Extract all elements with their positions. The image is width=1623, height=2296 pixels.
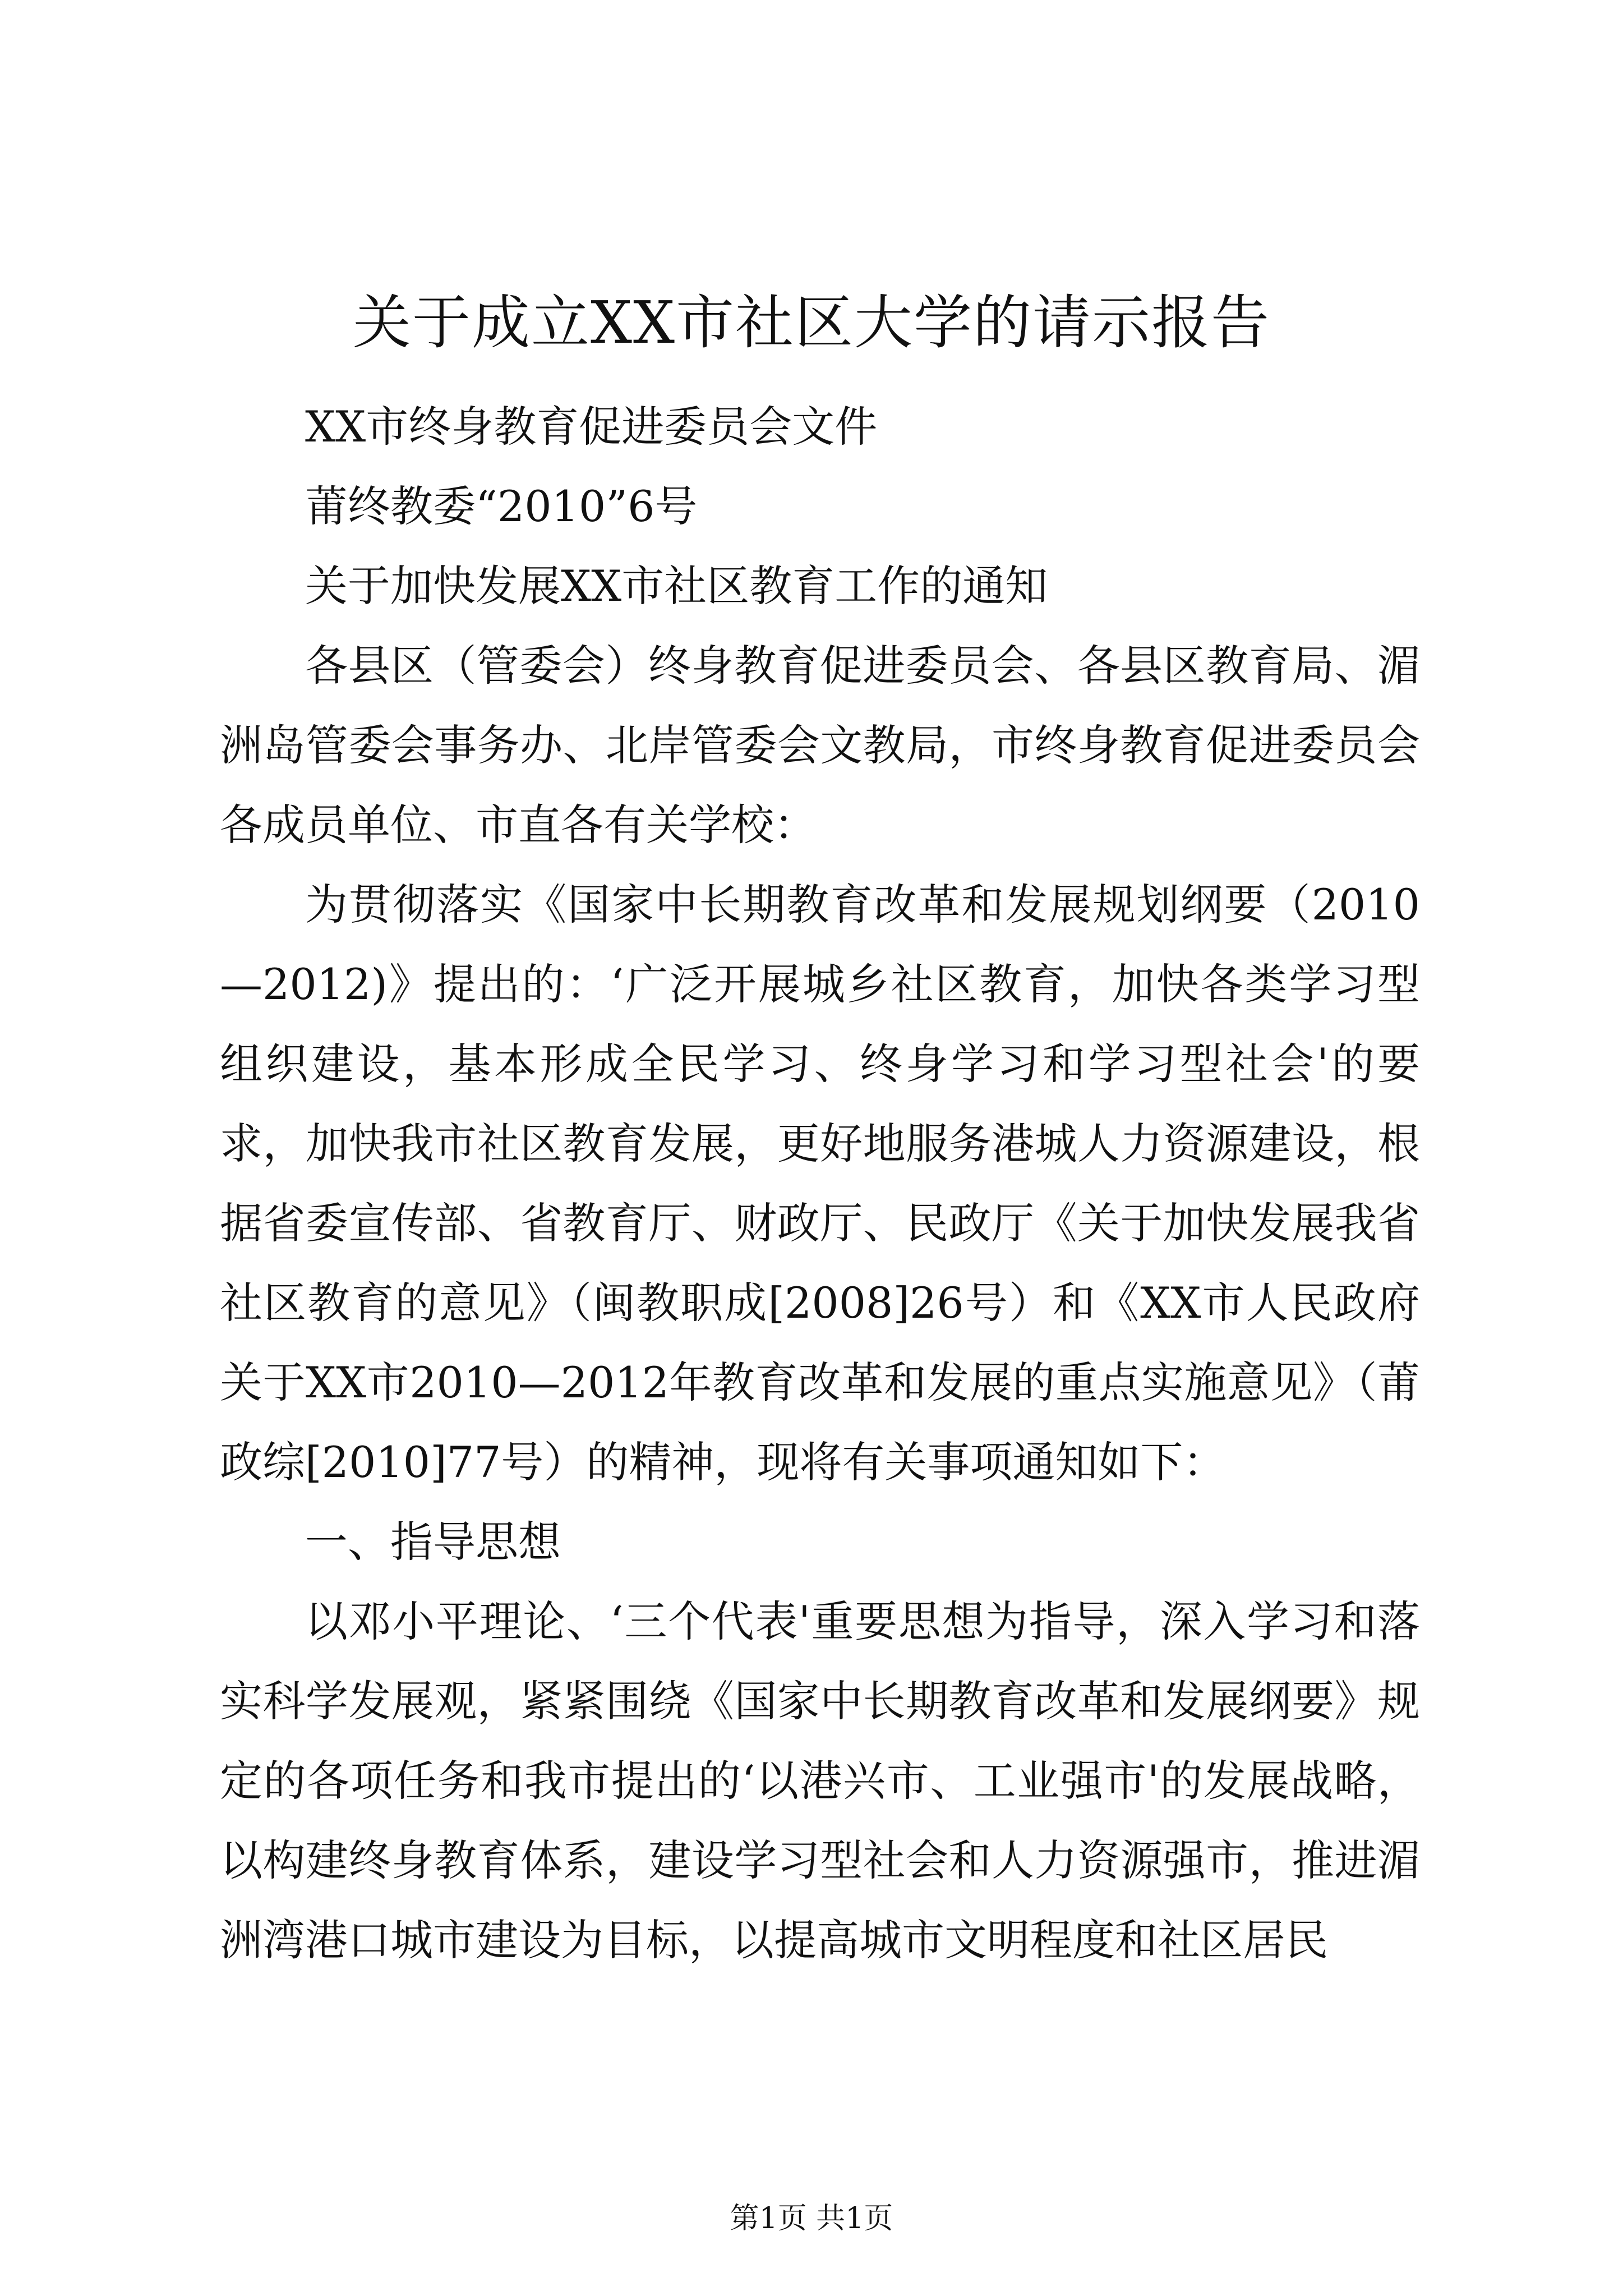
document-title: 关于成立XX市社区大学的请示报告 <box>352 288 1271 357</box>
document-paragraph: 为贯彻落实《国家中长期教育改革和发展规划纲要（2010—2012)》提出的：‘广泛开展城乡社区教育，加快各类学习型组织建设，基本形成全民学习、终身学习和学习型社会'的要求，加快我市社区教育发展，更好地服务港城人力资源建设，根据省委宣传部、省教育厅、财政厅、民政厅《关于加快发展我省社区教育的意见》（闽教职成[2008]26号）和《XX市人民政府关于XX市2010—2012年教育改革和发展的重点实施意见》（莆政综[2010]77号）的精神，现将有关事项通知如下： <box>220 880 1420 1487</box>
document-paragraph: 以邓小平理论、‘三个代表'重要思想为指导，深入学习和落实科学发展观，紧紧围绕《国家中长期教育改革和发展纲要》规定的各项任务和我市提出的‘以港兴市、工业强市'的发展战略，以构建终身教育体系，建设学习型社会和人力资源强市，推进湄洲湾港口城市建设为目标，以提高城市文明程度和社区居民 <box>220 1596 1420 1965</box>
document-paragraph: 关于加快发展XX市社区教育工作的通知 <box>305 561 1048 611</box>
document-paragraph: 各县区（管委会）终身教育促进委员会、各县区教育局、湄洲岛管委会事务办、北岸管委会文教局，市终身教育促进委员会各成员单位、市直各有关学校： <box>220 641 1420 850</box>
document-paragraph: XX市终身教育促进委员会文件 <box>305 402 878 452</box>
section-heading: 一、指导思想 <box>305 1517 561 1567</box>
page-footer: 第1页 共1页 <box>730 2202 893 2235</box>
document-paragraph: 莆终教委“2010”6号 <box>305 481 698 531</box>
document-body <box>220 387 1420 1980</box>
